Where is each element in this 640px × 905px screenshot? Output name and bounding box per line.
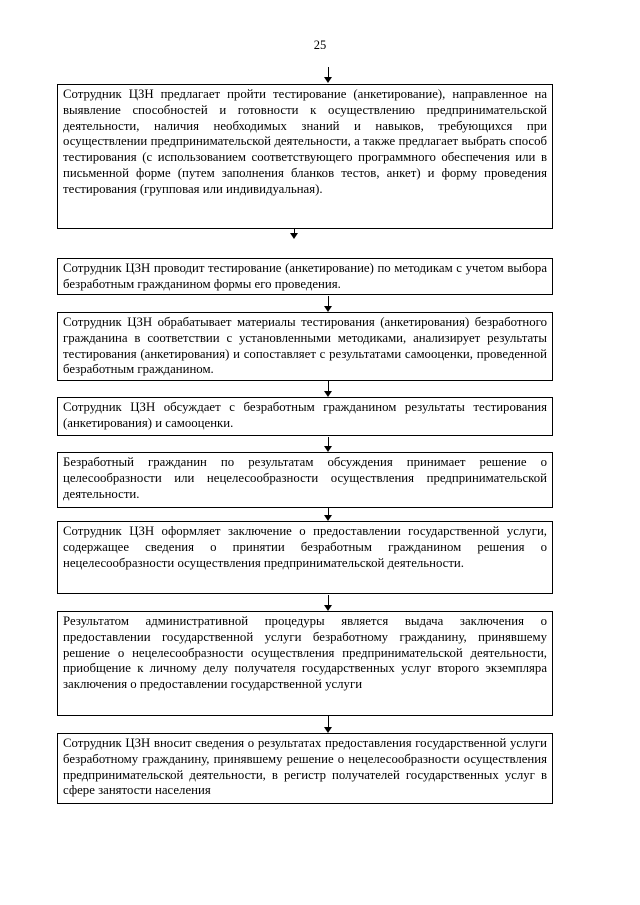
step-box-3 bbox=[57, 312, 553, 381]
flow-arrow-icon bbox=[324, 437, 332, 452]
step-text-7: Результатом административной процедуры является выдача заключения о предоставлении государственной услуги безработному гражданину, принявшему решение о нецелесообразности осуществления предпринимательской деятельности, приобщение к личному делу получателя государственных услуг второго экземпляра заключения о предоставлении государственной услуги bbox=[63, 614, 547, 692]
step-text-4: Сотрудник ЦЗН обсуждает с безработным гражданином результаты тестирования (анкетирования) и самооценки. bbox=[63, 400, 547, 430]
step-box-8 bbox=[57, 733, 553, 804]
flow-arrow-icon bbox=[324, 716, 332, 733]
step-box-7 bbox=[57, 611, 553, 716]
step-box-2 bbox=[57, 258, 553, 295]
step-box-6 bbox=[57, 521, 553, 594]
step-text-6: Сотрудник ЦЗН оформляет заключение о предоставлении государственной услуги, содержащее сведения о принятии безработным гражданином решения о нецелесообразности осуществления предпринимательской деятельности. bbox=[63, 524, 547, 570]
step-text-1: Сотрудник ЦЗН предлагает пройти тестирование (анкетирование), направленное на выявление способностей и готовности к осуществлению предпринимательской деятельности, наличия необходимых знаний и навыков, требующихся при осуществлении предпринимательской деятельности, а также предлагает выбрать способ тестирования (с использованием соответствующего программного обеспечения или в письменной форме (путем заполнения бланков тестов, анкет) и форму проведения тестирования (групповая или индивидуальная). bbox=[63, 87, 547, 196]
step-box-1 bbox=[57, 84, 553, 229]
step-text-8: Сотрудник ЦЗН вносит сведения о результатах предоставления государственной услуги безработному гражданину, принявшему решение о нецелесообразности осуществления предпринимательской деятельности, в регистр получателей государственных услуг в сфере занятости населения bbox=[63, 736, 547, 798]
flow-arrow-icon bbox=[324, 67, 332, 83]
flow-arrow-icon bbox=[324, 595, 332, 611]
step-text-3: Сотрудник ЦЗН обрабатывает материалы тестирования (анкетирования) безработного гражданина в соответствии с установленными методиками, анализирует результаты тестирования (анкетирования) и сопоставляет с результатами самооценки, проведенной безработным гражданином. bbox=[63, 315, 547, 377]
flow-arrow-icon bbox=[324, 508, 332, 521]
step-box-4 bbox=[57, 397, 553, 436]
step-text-2: Сотрудник ЦЗН проводит тестирование (анкетирование) по методикам с учетом выбора безработным гражданином формы его проведения. bbox=[63, 261, 547, 291]
flow-arrow-icon bbox=[290, 229, 298, 239]
flow-arrow-icon bbox=[324, 296, 332, 312]
page-number: 25 bbox=[313, 38, 327, 52]
step-text-5: Безработный гражданин по результатам обсуждения принимает решение о целесообразности или нецелесообразности осуществления предпринимательской деятельности. bbox=[63, 455, 547, 501]
step-box-5 bbox=[57, 452, 553, 508]
flow-arrow-icon bbox=[324, 381, 332, 397]
